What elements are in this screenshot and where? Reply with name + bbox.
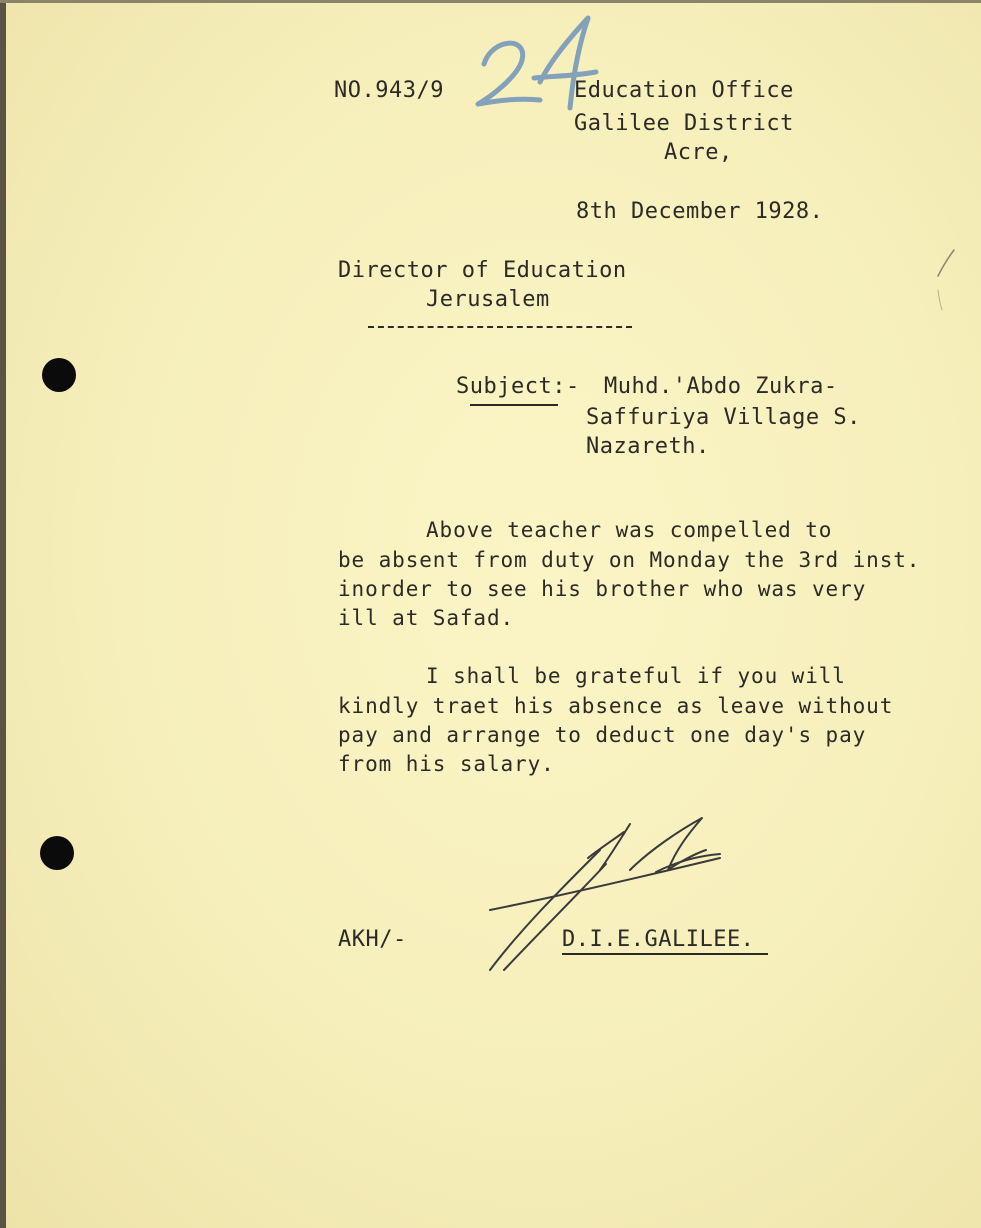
paragraph-2-line-4: from his salary. bbox=[338, 752, 555, 776]
paragraph-1-line-3: inorder to see his brother who was very bbox=[338, 577, 867, 601]
paragraph-1-line-1: Above teacher was compelled to bbox=[426, 518, 833, 542]
paragraph-1-line-4: ill at Safad. bbox=[338, 606, 515, 630]
subject-line-2: Saffuriya Village S. bbox=[586, 405, 861, 430]
paragraph-2-line-2: kindly traet his absence as leave without bbox=[338, 694, 894, 718]
sender-line-1: Education Office bbox=[574, 78, 794, 103]
subject-line-1: Muhd.'Abdo Zukra- bbox=[604, 374, 838, 399]
letter-date: 8th December 1928. bbox=[576, 199, 824, 224]
folio-number-handwritten bbox=[470, 12, 600, 122]
margin-pencil-mark bbox=[932, 246, 962, 316]
page-left-edge bbox=[0, 0, 6, 1228]
sender-line-3: Acre, bbox=[664, 140, 733, 165]
subject-underline bbox=[470, 404, 558, 406]
sender-line-2: Galilee District bbox=[574, 111, 794, 136]
punch-hole-upper bbox=[42, 358, 76, 392]
subject-label: Subject:- bbox=[456, 374, 580, 399]
page-top-edge bbox=[0, 0, 981, 3]
signatory-underline bbox=[562, 953, 768, 955]
subject-line-3: Nazareth. bbox=[586, 434, 710, 459]
paragraph-2-line-3: pay and arrange to deduct one day's pay bbox=[338, 723, 867, 747]
typist-initials: AKH/- bbox=[338, 927, 407, 952]
recipient-dashed-rule bbox=[368, 326, 632, 328]
recipient-line-1: Director of Education bbox=[338, 258, 627, 283]
signatory-title: D.I.E.GALILEE. bbox=[562, 927, 755, 952]
recipient-line-2: Jerusalem bbox=[426, 287, 550, 312]
reference-number: NO.943/9 bbox=[334, 78, 444, 103]
paragraph-1-line-2: be absent from duty on Monday the 3rd inst. bbox=[338, 548, 921, 572]
paragraph-2-line-1: I shall be grateful if you will bbox=[426, 664, 846, 688]
punch-hole-lower bbox=[40, 836, 74, 870]
